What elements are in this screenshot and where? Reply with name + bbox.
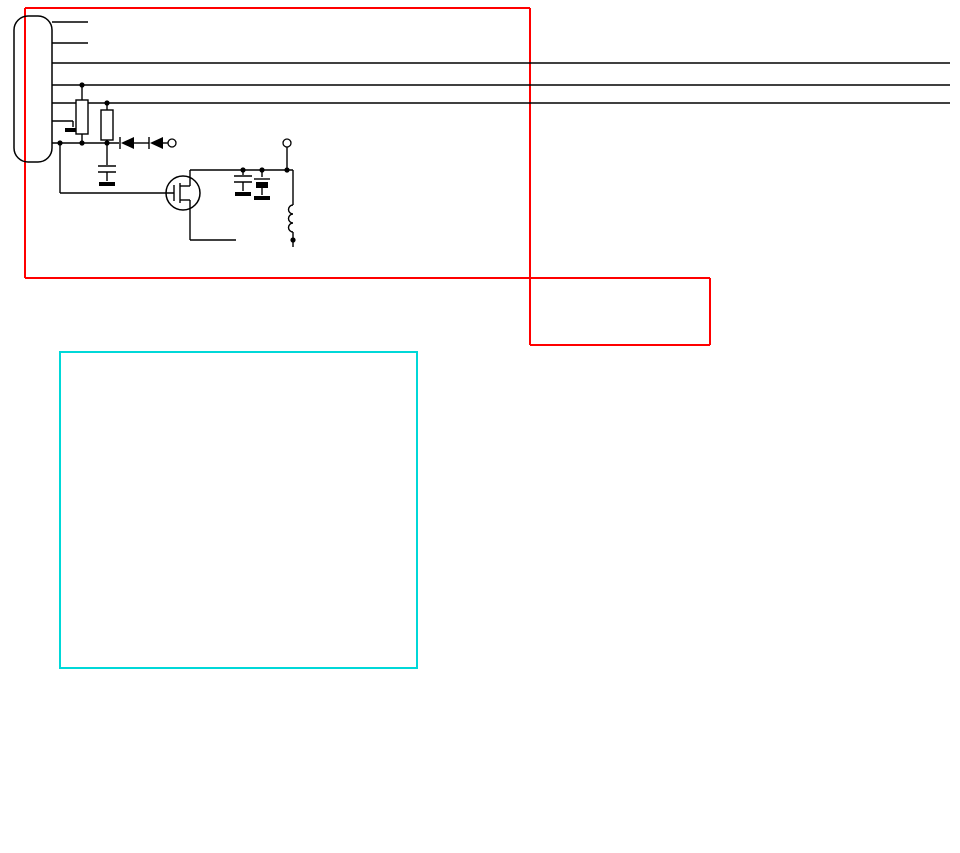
ground-icon bbox=[99, 182, 115, 186]
junction-dot bbox=[290, 237, 295, 242]
inductor-icon bbox=[289, 205, 294, 232]
junction-dot bbox=[79, 140, 84, 145]
ground-icon bbox=[235, 192, 251, 196]
connector-circle bbox=[283, 139, 291, 147]
si5351-module bbox=[14, 16, 52, 162]
connector-circle bbox=[168, 139, 176, 147]
region-outlines bbox=[25, 8, 710, 668]
junction-dot bbox=[57, 140, 62, 145]
diode-icon bbox=[121, 137, 134, 149]
capacitor bbox=[256, 182, 268, 188]
diode-icon bbox=[150, 137, 163, 149]
resistor bbox=[101, 110, 113, 140]
resistor bbox=[76, 100, 88, 134]
ground-icon bbox=[254, 196, 270, 200]
decoder-outline bbox=[60, 352, 417, 668]
main-board-circuit bbox=[14, 16, 950, 247]
